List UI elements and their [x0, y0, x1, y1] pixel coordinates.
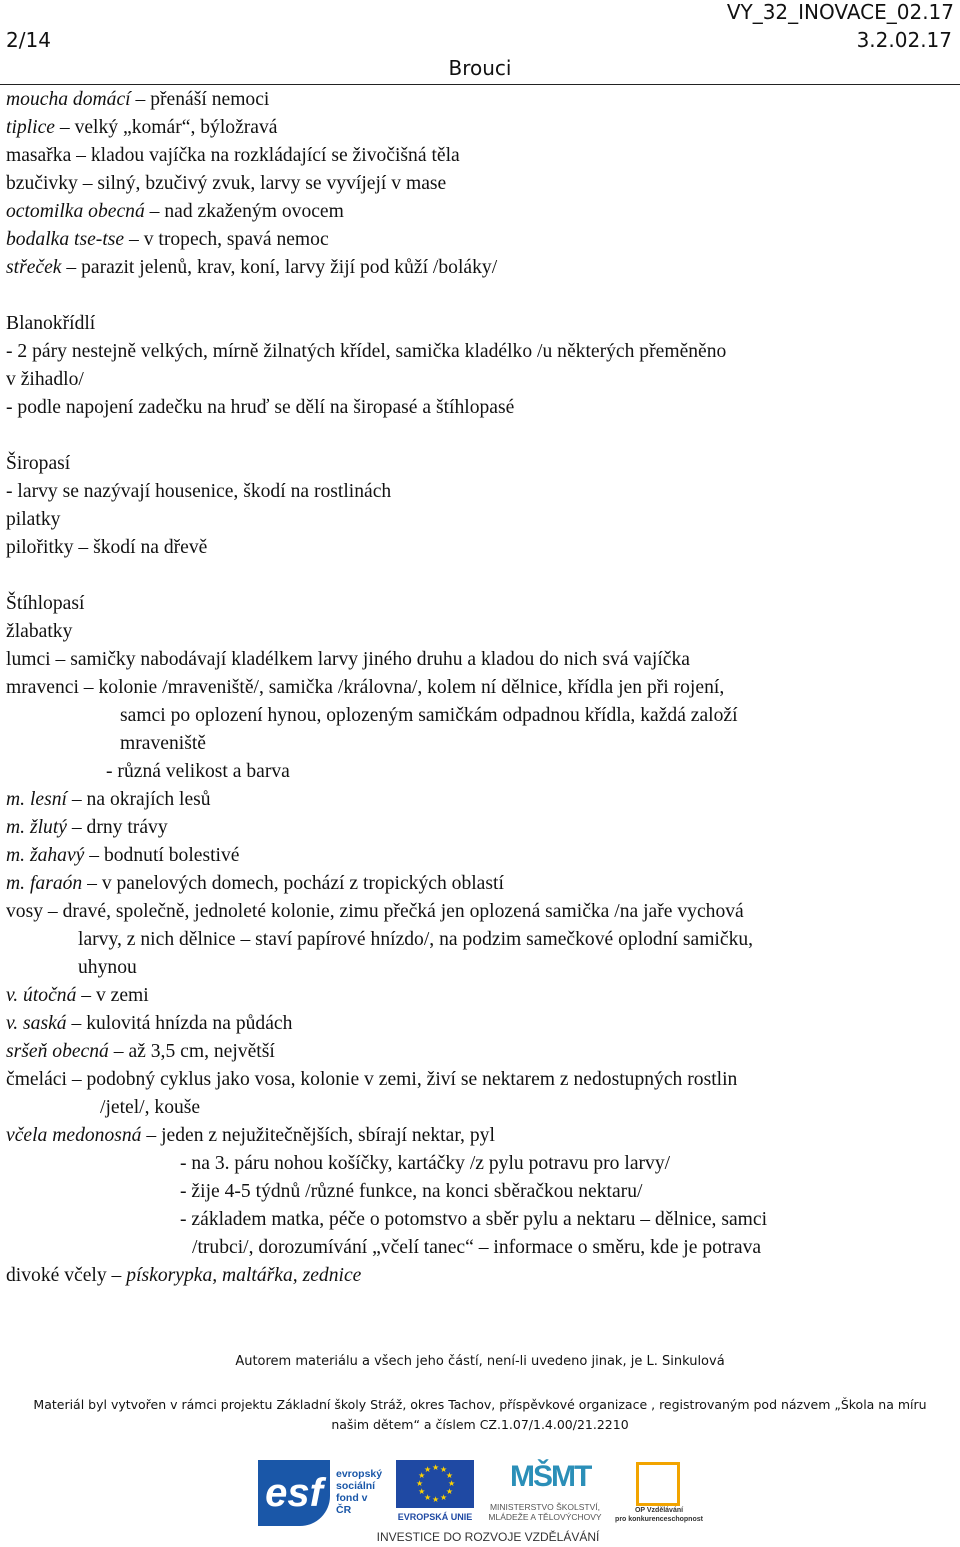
- text-line: [6, 310, 956, 338]
- text-line: [6, 786, 956, 814]
- text-line: [6, 590, 956, 618]
- esf-mark: esf: [258, 1460, 330, 1526]
- text-segment: – přenáší nemoci: [130, 89, 270, 110]
- op-mark-icon: [636, 1462, 680, 1506]
- document-code-short: 3.2.02.17: [856, 28, 952, 52]
- blank-line: [6, 422, 956, 450]
- document-body: [6, 86, 956, 1290]
- italic-term: octomilka obecná: [6, 201, 145, 222]
- text-segment: samci po oplození hynou, oplozeným samičkám odpadnou křídla, každá založí: [120, 705, 738, 726]
- text-segment: – kulovitá hnízda na půdách: [66, 1013, 293, 1034]
- text-segment: - podle napojení zadečku na hruď se dělí na širopasé a štíhlopasé: [6, 397, 515, 418]
- text-segment: uhynou: [78, 957, 137, 978]
- esf-caption: [336, 1468, 383, 1516]
- text-segment: - základem matka, péče o potomstvo a sběr pylu a nektaru – dělnice, samci: [180, 1209, 768, 1230]
- italic-term: m. žahavý: [6, 845, 85, 866]
- text-segment: - 2 páry nestejně velkých, mírně žilnatých křídel, samička kladélko /u některých přeměněno: [6, 341, 727, 362]
- author-note: Autorem materiálu a všech jeho částí, není-li uvedeno jinak, je L. Sinkulová: [235, 1354, 725, 1369]
- text-segment: vosy – dravé, společně, jednoleté kolonie, zimu přečká jen oplozená samička /na jaře vychová: [6, 901, 744, 922]
- eu-star-icon: ★: [445, 1487, 454, 1496]
- blank-line: [6, 562, 956, 590]
- italic-term: sršeň obecná: [6, 1041, 109, 1062]
- text-line: [6, 1038, 956, 1066]
- text-line: [6, 142, 956, 170]
- text-segment: – bodnutí bolestivé: [84, 845, 240, 866]
- tagline: INVESTICE DO ROZVOJE VZDĚLÁVÁNÍ: [376, 1530, 600, 1544]
- italic-term: v. saská: [6, 1013, 67, 1034]
- italic-term: moucha domácí: [6, 89, 131, 110]
- esf-caption-line: sociální: [336, 1480, 376, 1492]
- text-line: [6, 114, 956, 142]
- text-segment: – velký „komár“, býložravá: [54, 117, 278, 138]
- text-line: [6, 226, 956, 254]
- text-segment: – v tropech, spavá nemoc: [124, 229, 329, 250]
- text-segment: - žije 4-5 týdnů /různé funkce, na konci sběračkou nektaru/: [180, 1181, 643, 1202]
- text-line: [6, 758, 956, 786]
- text-segment: pilořitky – škodí na dřevě: [6, 537, 208, 558]
- text-line: [6, 646, 956, 674]
- text-segment: mravenci – kolonie /mraveniště/, samička /královna/, kolem ní dělnice, křídla jen při rojení,: [6, 677, 725, 698]
- text-line: [6, 1010, 956, 1038]
- text-line: [6, 170, 956, 198]
- text-line: [6, 898, 956, 926]
- italic-term: v. útočná: [6, 985, 77, 1006]
- text-line: [6, 702, 956, 730]
- text-line: [6, 506, 956, 534]
- eu-star-icon: ★: [445, 1471, 454, 1480]
- blank-line: [6, 282, 956, 310]
- msmt-caption-line: MLÁDEŽE A TĚLOVÝCHOVY: [488, 1512, 602, 1522]
- text-line: [6, 982, 956, 1010]
- msmt-mark: MŠMT: [510, 1460, 591, 1493]
- text-segment: čmeláci – podobný cyklus jako vosa, kolonie v zemi, živí se nektarem z nedostupných rostlin: [6, 1069, 738, 1090]
- text-segment: divoké včely –: [6, 1265, 127, 1286]
- msmt-caption: [480, 1502, 610, 1522]
- project-note-line-2: našim dětem“ a číslem CZ.1.07/1.4.00/21.2210: [331, 1417, 629, 1432]
- italic-term: bodalka tse-tse: [6, 229, 125, 250]
- text-segment: – nad zkaženým ovocem: [144, 201, 344, 222]
- text-line: [6, 478, 956, 506]
- eu-star-icon: ★: [432, 1463, 440, 1472]
- text-line: [6, 198, 956, 226]
- text-line: [6, 1094, 956, 1122]
- text-line: [6, 814, 956, 842]
- eu-star-icon: ★: [418, 1471, 426, 1480]
- eu-star-icon: ★: [424, 1492, 432, 1502]
- text-line: [6, 1122, 956, 1150]
- eu-star-icon: ★: [440, 1492, 448, 1502]
- text-line: [6, 394, 956, 422]
- text-line: [6, 86, 956, 114]
- text-segment: mraveniště: [120, 733, 206, 754]
- msmt-caption-line: MINISTERSTVO ŠKOLSTVÍ,: [489, 1502, 601, 1512]
- text-line: [6, 450, 956, 478]
- text-line: [6, 618, 956, 646]
- text-segment: - larvy se nazývají housenice, škodí na rostlinách: [6, 481, 392, 502]
- text-segment: /trubci/, dorozumívání „včelí tanec“ – informace o směru, kde je potrava: [192, 1237, 762, 1258]
- text-line: [6, 338, 956, 366]
- text-segment: - na 3. páru nohou košíčky, kartáčky /z pylu potravu pro larvy/: [180, 1153, 671, 1174]
- op-logo: [614, 1460, 704, 1526]
- italic-term: střeček: [6, 257, 62, 278]
- text-segment: pilatky: [6, 509, 61, 530]
- esf-caption-line: fond v ČR: [336, 1492, 368, 1516]
- text-segment: masařka – kladou vajíčka na rozkládající se živočišná těla: [6, 145, 460, 166]
- text-segment: – parazit jelenů, krav, koní, larvy žijí pod kůží /boláky/: [61, 257, 498, 278]
- italic-term: m. žlutý: [6, 817, 67, 838]
- text-line: [6, 1206, 956, 1234]
- eu-star-icon: ★: [440, 1465, 448, 1475]
- text-segment: bzučivky – silný, bzučivý zvuk, larvy se vyvíjejí v mase: [6, 173, 447, 194]
- page-title: Brouci: [448, 56, 512, 80]
- text-segment: Širopasí: [6, 453, 71, 474]
- text-segment: – na okrajích lesů: [66, 789, 211, 810]
- text-segment: Blanokřídlí: [6, 313, 96, 334]
- text-segment: /jetel/, kouše: [100, 1097, 201, 1118]
- op-caption: [614, 1506, 704, 1524]
- text-segment: žlabatky: [6, 621, 73, 642]
- text-line: [6, 1150, 956, 1178]
- italic-term: m. faraón: [6, 873, 83, 894]
- eu-star-icon: ★: [416, 1479, 424, 1488]
- text-line: [6, 1178, 956, 1206]
- text-segment: Štíhlopasí: [6, 593, 85, 614]
- funding-logos: [258, 1460, 708, 1545]
- text-segment: – drny trávy: [66, 817, 168, 838]
- text-line: [6, 842, 956, 870]
- eu-star-icon: ★: [424, 1465, 432, 1475]
- project-note: [0, 1395, 960, 1435]
- italic-term: m. lesní: [6, 789, 67, 810]
- text-line: [6, 954, 956, 982]
- text-line: [6, 674, 956, 702]
- esf-caption-line: evropský: [336, 1468, 383, 1480]
- text-line: [6, 1234, 956, 1262]
- text-segment: – až 3,5 cm, největší: [108, 1041, 275, 1062]
- eu-star-icon: ★: [418, 1487, 426, 1496]
- eu-star-icon: ★: [432, 1495, 440, 1504]
- text-line: [6, 870, 956, 898]
- text-segment: – v zemi: [76, 985, 149, 1006]
- italic-term: pískorypka, maltářka, zednice: [126, 1265, 362, 1286]
- project-note-line-1: Materiál byl vytvořen v rámci projektu Základní školy Stráž, okres Tachov, příspěvkové organizace , registrovaným pod názvem „Škola na míru: [33, 1397, 927, 1412]
- eu-logo: [396, 1460, 474, 1526]
- text-line: [6, 926, 956, 954]
- text-line: [6, 730, 956, 758]
- text-segment: v žihadlo/: [6, 369, 84, 390]
- text-line: [6, 534, 956, 562]
- italic-term: včela medonosná: [6, 1125, 142, 1146]
- text-line: [6, 1066, 956, 1094]
- msmt-logo: [480, 1460, 610, 1526]
- text-segment: – jeden z nejužitečnějších, sbírají nektar, pyl: [141, 1125, 495, 1146]
- text-line: [6, 254, 956, 282]
- page-number: 2/14: [6, 28, 51, 52]
- eu-star-icon: ★: [448, 1479, 456, 1488]
- op-caption-line: OP Vzdělávání: [634, 1507, 684, 1514]
- text-segment: – v panelových domech, pochází z tropických oblastí: [82, 873, 504, 894]
- header-rule: [0, 84, 960, 85]
- text-line: [6, 366, 956, 394]
- text-segment: larvy, z nich dělnice – staví papírové hnízdo/, na podzim samečkové oplodní samičku,: [78, 929, 754, 950]
- text-segment: - různá velikost a barva: [106, 761, 290, 782]
- text-line: [6, 1262, 956, 1290]
- text-segment: lumci – samičky nabodávají kladélkem larvy jiného druhu a kladou do nich svá vajíčka: [6, 649, 690, 670]
- esf-logo: [258, 1460, 383, 1526]
- op-caption-line: pro konkurenceschopnost: [615, 1516, 703, 1523]
- eu-caption: EVROPSKÁ UNIE: [397, 1512, 473, 1522]
- document-code: VY_32_INOVACE_02.17: [726, 0, 954, 24]
- italic-term: tiplice: [6, 117, 55, 138]
- eu-flag-icon: [396, 1460, 474, 1508]
